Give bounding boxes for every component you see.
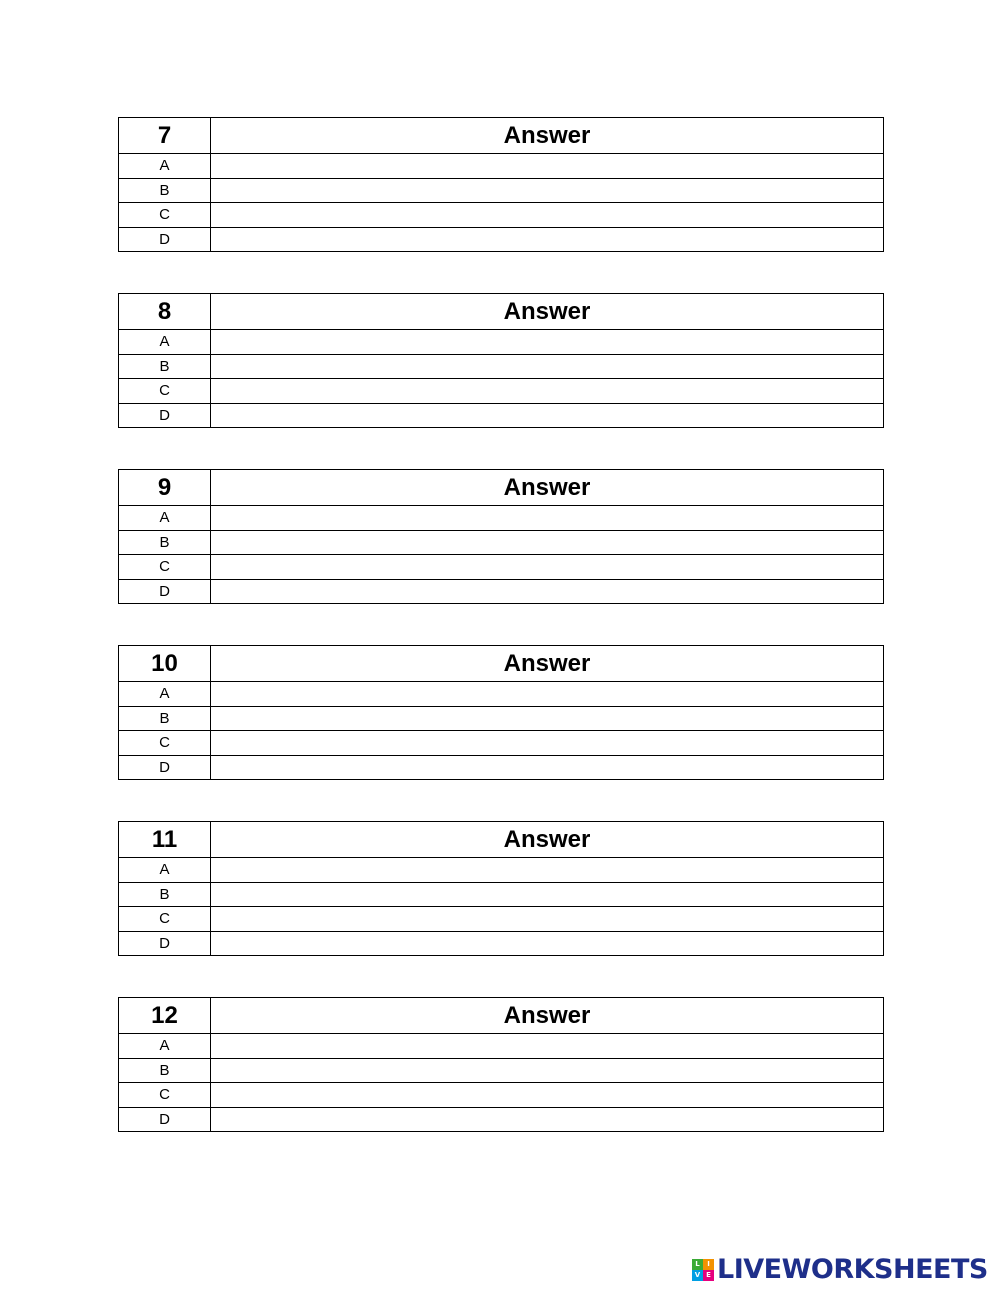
option-letter: C xyxy=(119,907,211,932)
answer-field[interactable] xyxy=(211,203,884,228)
question-header-row xyxy=(119,118,884,154)
answer-field[interactable] xyxy=(211,755,884,780)
answer-field[interactable] xyxy=(211,706,884,731)
option-row xyxy=(119,682,884,707)
question-header-row xyxy=(119,294,884,330)
option-row xyxy=(119,907,884,932)
question-table xyxy=(118,117,884,252)
option-letter: A xyxy=(119,858,211,883)
option-row xyxy=(119,555,884,580)
answer-field[interactable] xyxy=(211,882,884,907)
option-row xyxy=(119,1107,884,1132)
answer-field[interactable] xyxy=(211,403,884,428)
option-row xyxy=(119,731,884,756)
option-letter: C xyxy=(119,203,211,228)
answer-field[interactable] xyxy=(211,1034,884,1059)
option-row xyxy=(119,1083,884,1108)
option-row xyxy=(119,330,884,355)
logo-mark-letter: V xyxy=(692,1270,703,1281)
option-row xyxy=(119,154,884,179)
option-row xyxy=(119,579,884,604)
option-row xyxy=(119,706,884,731)
option-letter: A xyxy=(119,506,211,531)
question-number: 12 xyxy=(119,998,211,1034)
answer-field[interactable] xyxy=(211,858,884,883)
question-number: 11 xyxy=(119,822,211,858)
option-row xyxy=(119,178,884,203)
answer-field[interactable] xyxy=(211,354,884,379)
answer-field[interactable] xyxy=(211,506,884,531)
answer-field[interactable] xyxy=(211,530,884,555)
question-table xyxy=(118,293,884,428)
logo-mark-letter: E xyxy=(703,1270,714,1281)
option-row xyxy=(119,1034,884,1059)
logo-mark-icon xyxy=(692,1259,714,1281)
option-letter: B xyxy=(119,706,211,731)
option-letter: D xyxy=(119,227,211,252)
option-letter: C xyxy=(119,731,211,756)
option-letter: D xyxy=(119,1107,211,1132)
option-row xyxy=(119,755,884,780)
option-row xyxy=(119,354,884,379)
option-letter: D xyxy=(119,755,211,780)
option-letter: B xyxy=(119,882,211,907)
answer-header: Answer xyxy=(211,294,884,330)
option-letter: C xyxy=(119,1083,211,1108)
answer-field[interactable] xyxy=(211,579,884,604)
answer-field[interactable] xyxy=(211,555,884,580)
option-letter: A xyxy=(119,154,211,179)
option-letter: D xyxy=(119,931,211,956)
option-letter: B xyxy=(119,530,211,555)
answer-header: Answer xyxy=(211,646,884,682)
answer-field[interactable] xyxy=(211,907,884,932)
answer-field[interactable] xyxy=(211,379,884,404)
question-number: 10 xyxy=(119,646,211,682)
option-letter: C xyxy=(119,555,211,580)
option-letter: A xyxy=(119,330,211,355)
logo-mark-letter: L xyxy=(692,1259,703,1270)
question-number: 7 xyxy=(119,118,211,154)
question-table xyxy=(118,645,884,780)
logo-mark-letter: I xyxy=(703,1259,714,1270)
answer-field[interactable] xyxy=(211,178,884,203)
question-number: 8 xyxy=(119,294,211,330)
option-row xyxy=(119,931,884,956)
answer-header: Answer xyxy=(211,470,884,506)
question-number: 9 xyxy=(119,470,211,506)
option-row xyxy=(119,858,884,883)
answer-sheet xyxy=(118,117,883,1173)
question-header-row xyxy=(119,998,884,1034)
option-letter: B xyxy=(119,178,211,203)
answer-header: Answer xyxy=(211,998,884,1034)
answer-field[interactable] xyxy=(211,731,884,756)
question-table xyxy=(118,821,884,956)
question-table xyxy=(118,997,884,1132)
option-letter: A xyxy=(119,682,211,707)
option-letter: D xyxy=(119,579,211,604)
option-row xyxy=(119,530,884,555)
option-row xyxy=(119,203,884,228)
question-table xyxy=(118,469,884,604)
answer-field[interactable] xyxy=(211,1083,884,1108)
answer-field[interactable] xyxy=(211,330,884,355)
liveworksheets-logo xyxy=(692,1255,988,1285)
question-header-row xyxy=(119,646,884,682)
answer-field[interactable] xyxy=(211,1058,884,1083)
option-letter: B xyxy=(119,354,211,379)
option-row xyxy=(119,1058,884,1083)
option-letter: B xyxy=(119,1058,211,1083)
answer-field[interactable] xyxy=(211,154,884,179)
option-row xyxy=(119,506,884,531)
option-letter: A xyxy=(119,1034,211,1059)
answer-field[interactable] xyxy=(211,1107,884,1132)
option-row xyxy=(119,882,884,907)
answer-header: Answer xyxy=(211,822,884,858)
answer-header: Answer xyxy=(211,118,884,154)
option-row xyxy=(119,403,884,428)
option-letter: D xyxy=(119,403,211,428)
logo-text: LIVEWORKSHEETS xyxy=(717,1254,988,1285)
question-header-row xyxy=(119,470,884,506)
answer-field[interactable] xyxy=(211,227,884,252)
option-letter: C xyxy=(119,379,211,404)
question-header-row xyxy=(119,822,884,858)
answer-field[interactable] xyxy=(211,931,884,956)
option-row xyxy=(119,227,884,252)
option-row xyxy=(119,379,884,404)
answer-field[interactable] xyxy=(211,682,884,707)
